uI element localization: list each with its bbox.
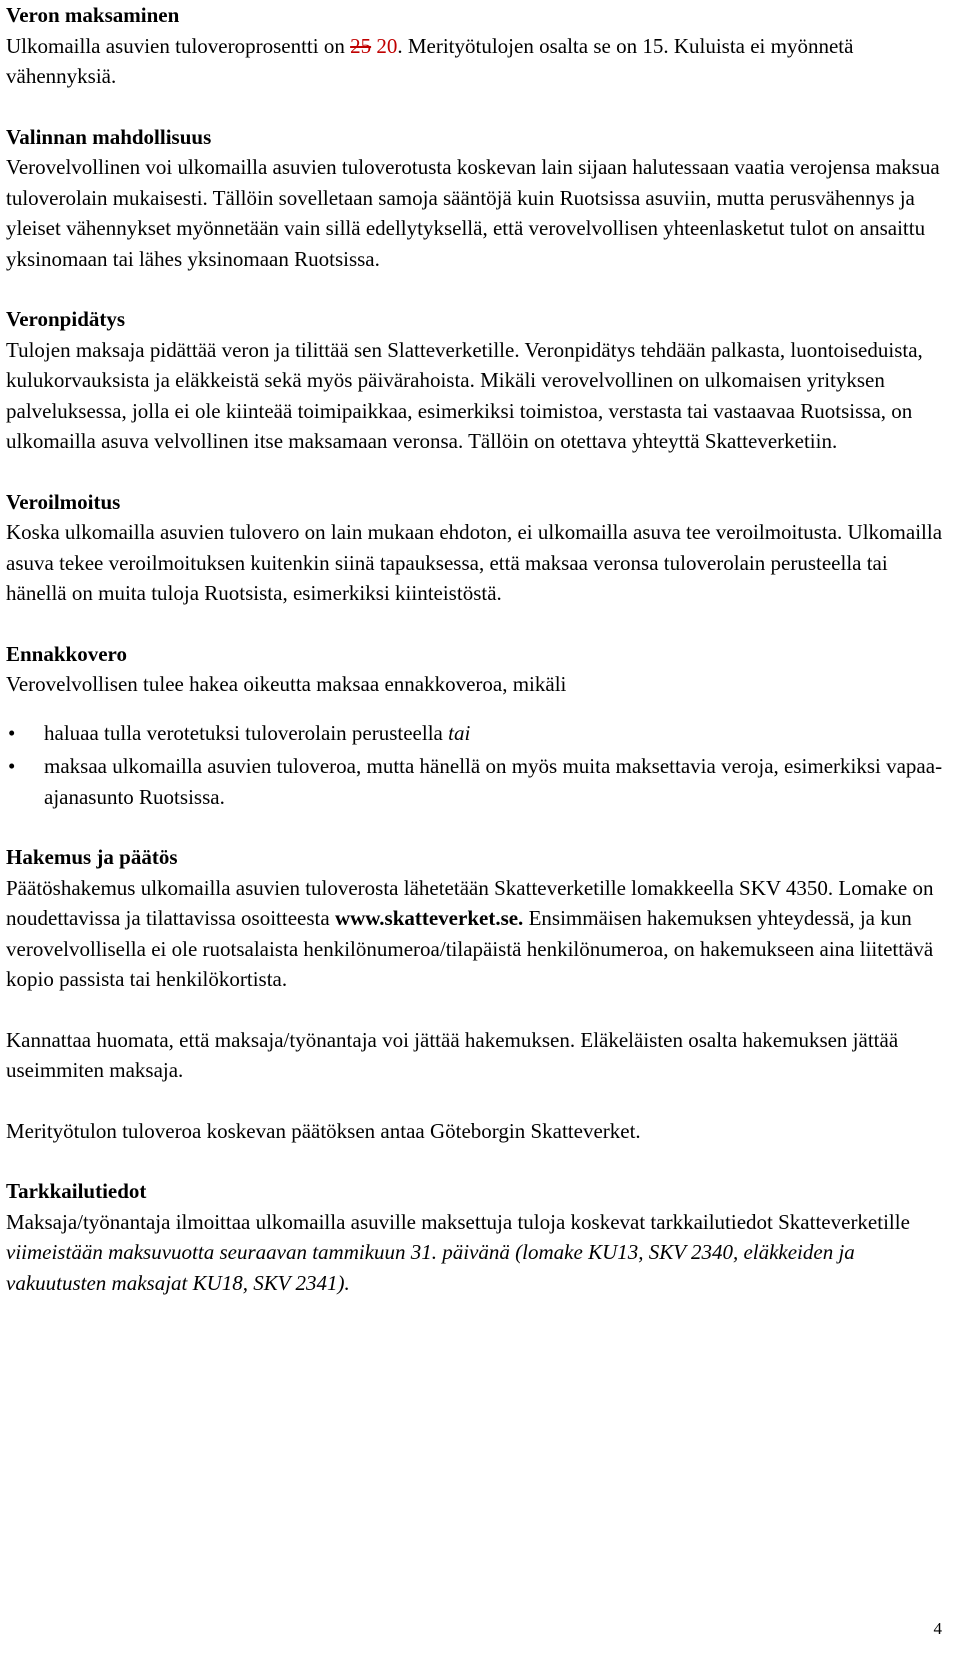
italic-segment: viimeistään maksuvuotta seuraavan tammikuun 31. päivänä (lomake KU13, SKV 2340, eläkkeiden ja vakuutusten maksajat KU18, SKV 2341). [6,1240,855,1295]
section-veroilmoitus [6,487,951,609]
website-link[interactable]: www.skatteverket.se. [334,906,524,930]
section-veronpidatys [6,304,951,457]
document-page [6,0,951,1328]
inserted-rate: 20 [376,33,398,58]
paragraph-hakemus-note: Kannattaa huomata, että maksaja/työnantaja voi jättää hakemuksen. Eläkeläisten osalta hakemuksen jättää useimmiten maksaja. [6,1027,899,1082]
text-segment: . Merityötulojen osalta se on 15. Kuluista ei myönnetä vähennyksiä. [6,33,854,88]
heading-veronpidatys: Veronpidätys [6,307,126,331]
list-item-italic: tai [448,720,471,745]
text-segment: Ensimmäisen hakemuksen yhteydessä, ja kun verovelvollisella ei ole ruotsalaista henkilönumeroa/tilapäistä henkilönumeroa, on hakemukseen aina liitettävä kopio passista tai henkilökortista. [6,906,934,991]
section-ennakkovero [6,639,951,813]
paragraph-veroilmoitus: Koska ulkomailla asuvien tulovero on lain mukaan ehdoton, ei ulkomailla asuva tee veroilmoitusta. Ulkomailla asuva tekee veroilmoituksen kuitenkin siinä tapauksessa, että maksaa veronsa tuloverolain perusteella tai hänellä on muita tuloja Ruotsista, esimerkiksi kiinteistöstä. [6,520,943,605]
bullet-icon: • [8,754,16,778]
section-veron-maksaminen [6,0,951,92]
text-segment: Maksaja/työnantaja ilmoittaa ulkomailla asuville maksettuja tuloja koskevat tarkkailutiedot Skatteverketille [6,1209,910,1234]
heading-valinnan-mahdollisuus: Valinnan mahdollisuus [6,124,212,149]
paragraph-veron-maksaminen [6,31,951,92]
heading-hakemus-ja-paatos: Hakemus ja päätös [6,845,178,869]
bullet-icon: • [8,720,16,745]
paragraph-merityotulo: Merityötulon tuloveroa koskevan päätöksen antaa Göteborgin Skatteverket. [6,1118,641,1143]
paragraph-ennakkovero-intro: Verovelvollisen tulee hakea oikeutta maksaa ennakkoveroa, mikäli [6,672,567,696]
heading-tarkkailutiedot: Tarkkailutiedot [6,1179,147,1203]
paragraph-veronpidatys: Tulojen maksaja pidättää veron ja tilittää sen Slatteverketille. Veronpidätys tehdään palkasta, luontoiseduista, kulukorvauksista ja eläkkeistä sekä myös päivärahoista. Mikäli verovelvollinen on ulkomaisen yrityksen palveluksessa, jolla ei ole kiinteää toimipaikkaa, esimerkiksi toimistoa, verstasta tai vastaavaa Ruotsissa, on ulkomailla asuva velvollinen itse maksamaan veronsa. Tällöin on otettava yhteyttä Skatteverketiin. [6,337,923,453]
heading-ennakkovero: Ennakkovero [6,641,127,666]
list-item [6,751,951,812]
heading-veroilmoitus: Veroilmoitus [6,489,121,514]
paragraph-hakemus [6,873,951,995]
heading-veron-maksaminen: Veron maksaminen [6,3,180,27]
list-item-text: maksaa ulkomailla asuvien tuloveroa, mutta hänellä on myös muita maksettavia veroja, esimerkiksi vapaa-ajanasunto Ruotsissa. [44,754,943,809]
deleted-rate: 25 [350,33,372,58]
bullet-list [6,718,951,813]
list-item-text: haluaa tulla verotetuksi tuloverolain perusteella [44,720,449,745]
paragraph-tarkkailutiedot [6,1207,951,1299]
text-segment: Ulkomailla asuvien tuloveroprosentti on [6,33,351,58]
section-tarkkailutiedot [6,1176,951,1298]
page-number: 4 [933,1619,942,1638]
section-valinnan-mahdollisuus [6,122,951,275]
list-item [6,718,951,749]
paragraph-valinnan-mahdollisuus: Verovelvollinen voi ulkomailla asuvien tuloverotusta koskevan lain sijaan halutessaan vaatia verojensa maksua tuloverolain mukaisesti. Tällöin sovelletaan samoja sääntöjä kuin Ruotsissa asuviin, mutta perusvähennys ja yleiset vähennykset myönnetään vain sillä edellytyksellä, että verovelvollisen yhteenlasketut tulot on ansaittu yksinomaan tai lähes yksinomaan Ruotsissa. [6,155,940,271]
section-hakemus-ja-paatos [6,842,951,1146]
text-segment: Päätöshakemus ulkomailla asuvien tuloverosta lähetetään Skatteverketille lomakkeella SKV 4350. Lomake on noudettavissa ja tilattavissa osoitteesta [6,875,934,930]
